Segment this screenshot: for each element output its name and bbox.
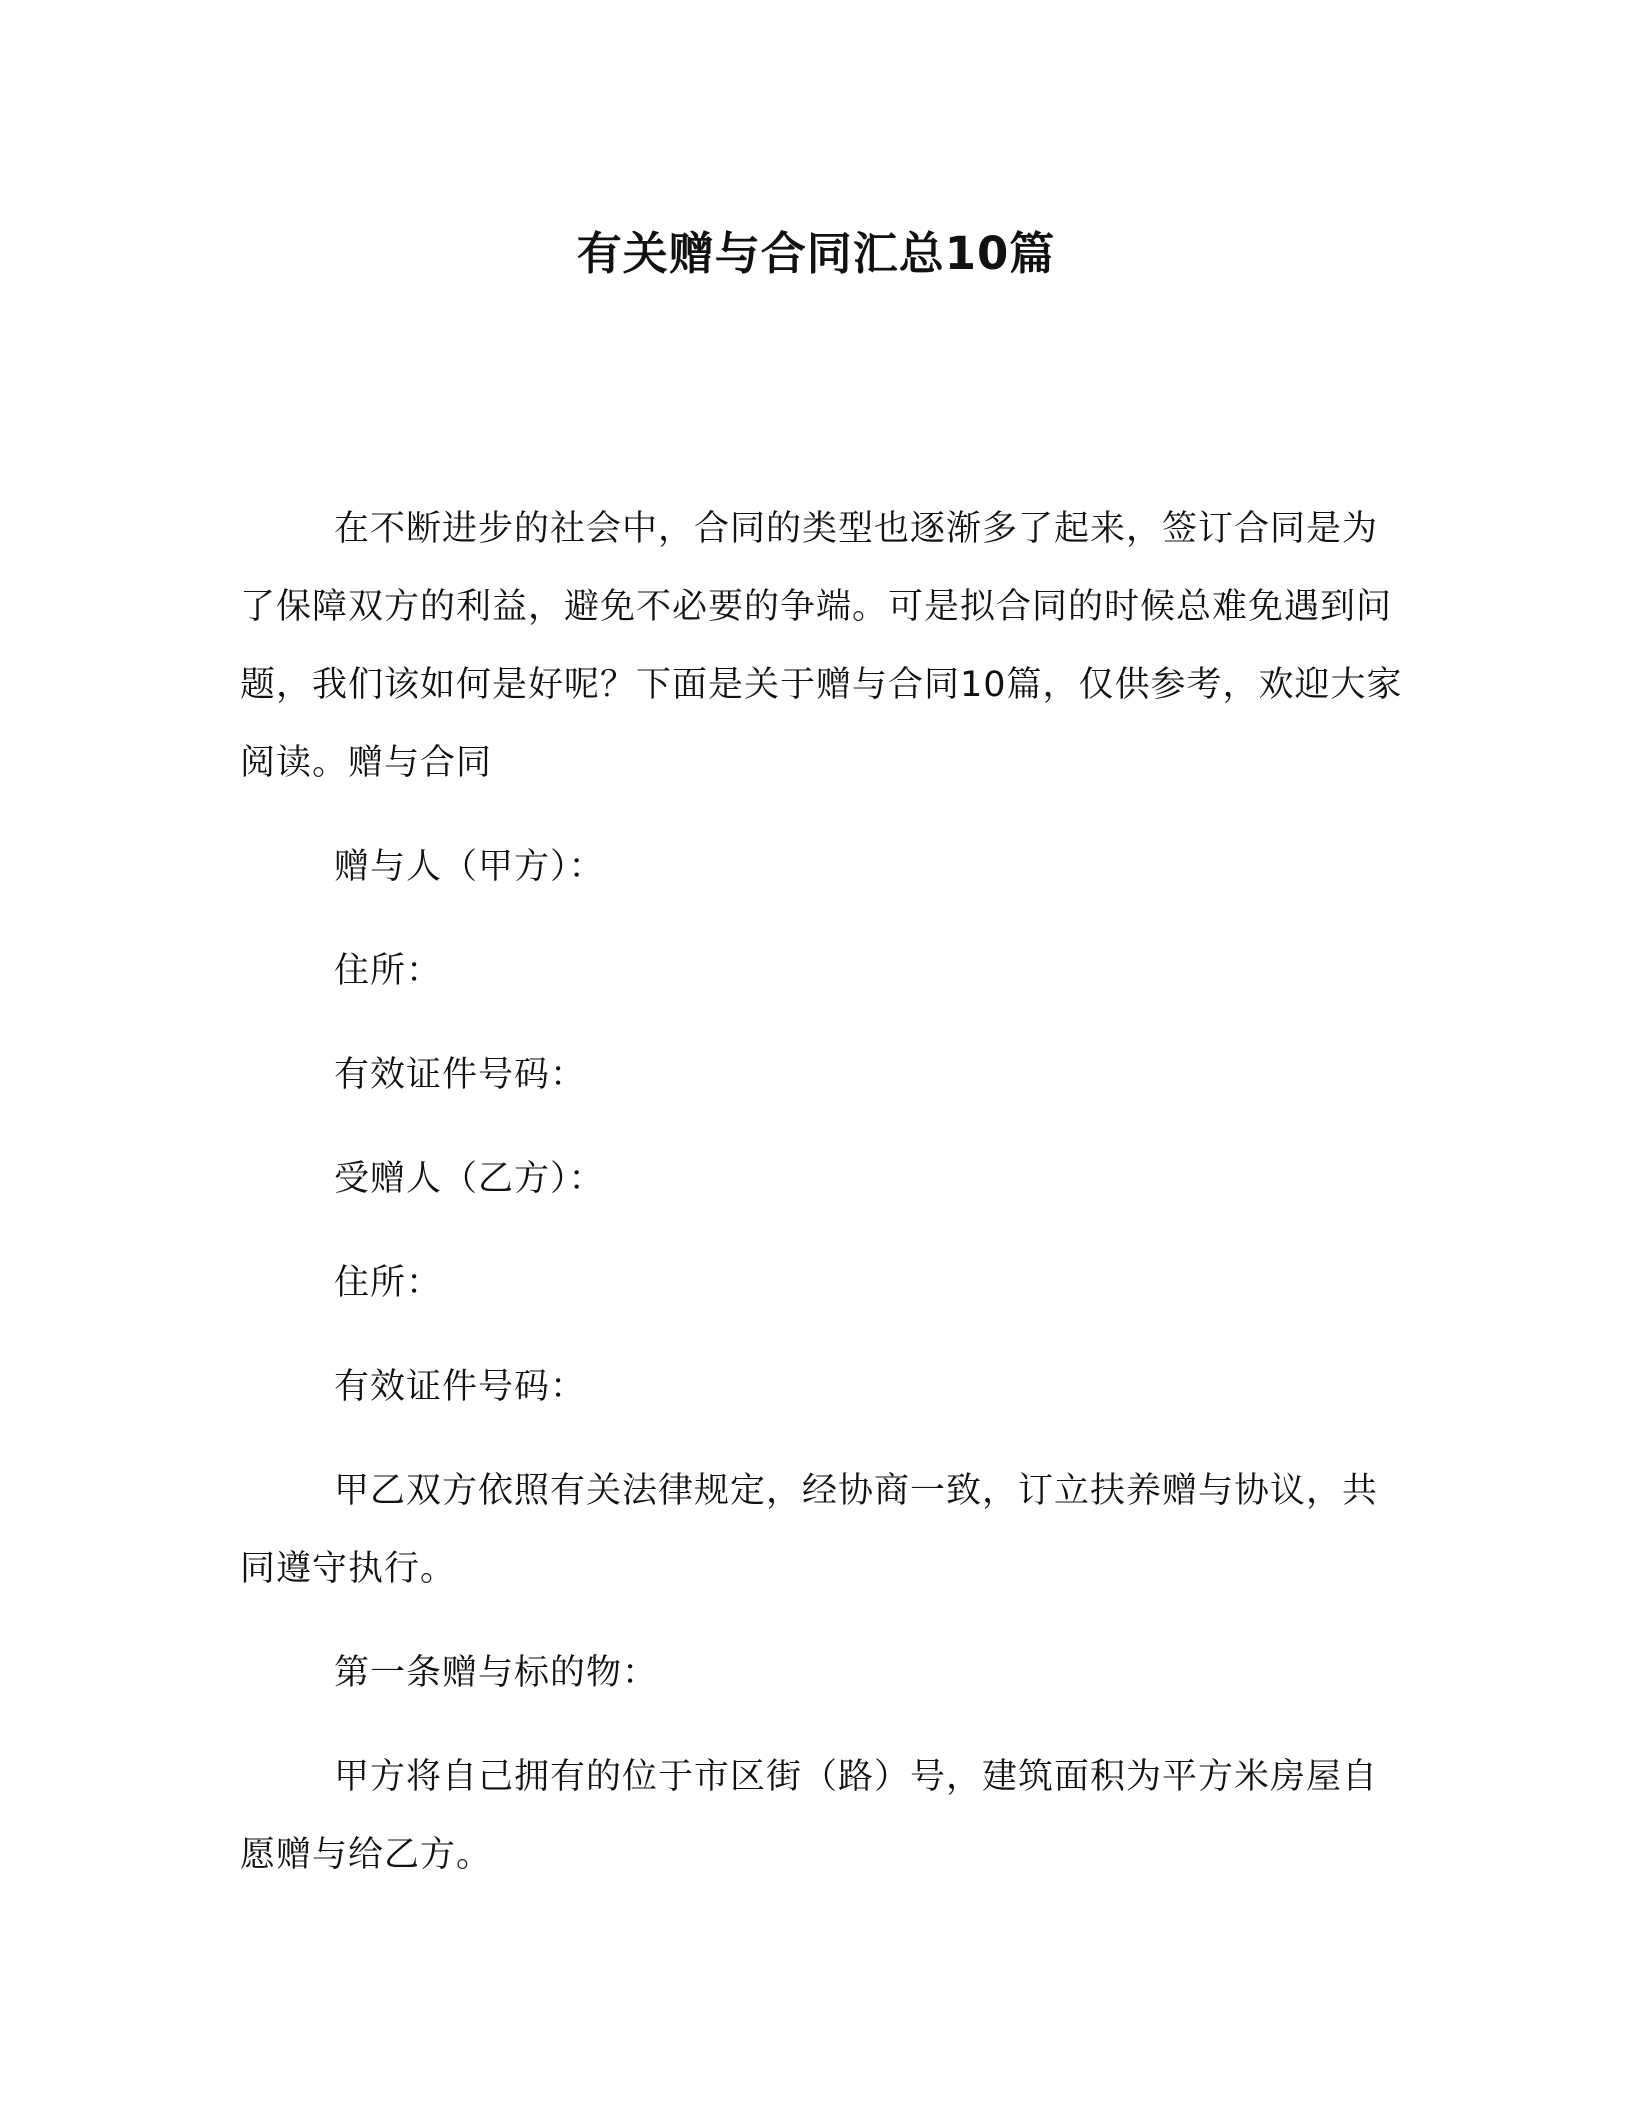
article-one-text: 甲方将自己拥有的位于市区街（路）号，建筑面积为平方米房屋自愿赠与给乙方。 [240, 1757, 1379, 1875]
agreement-paragraph: 甲乙双方依照有关法律规定，经协商一致，订立扶养赠与协议，共同遵守执行。 [240, 1471, 1379, 1589]
document-title: 有关赠与合同汇总10篇 [576, 227, 1056, 280]
donee-label: 受赠人（乙方）： [334, 1159, 605, 1199]
document-body [240, 490, 1410, 1894]
donee-address-label: 住所： [334, 1263, 443, 1303]
donee-id-label: 有效证件号码： [334, 1367, 587, 1407]
donor-id-label: 有效证件号码： [334, 1055, 587, 1095]
donor-address-label: 住所： [334, 951, 443, 991]
intro-paragraph: 在不断进步的社会中，合同的类型也逐渐多了起来，签订合同是为了保障双方的利益，避免不必要的争端。可是拟合同的时候总难免遇到问题，我们该如何是好呢？下面是关于赠与合同10篇，仅供参考，欢迎大家阅读。赠与合同 [240, 509, 1403, 783]
donor-label: 赠与人（甲方）： [334, 847, 605, 887]
article-one-heading: 第一条赠与标的物： [334, 1653, 659, 1693]
